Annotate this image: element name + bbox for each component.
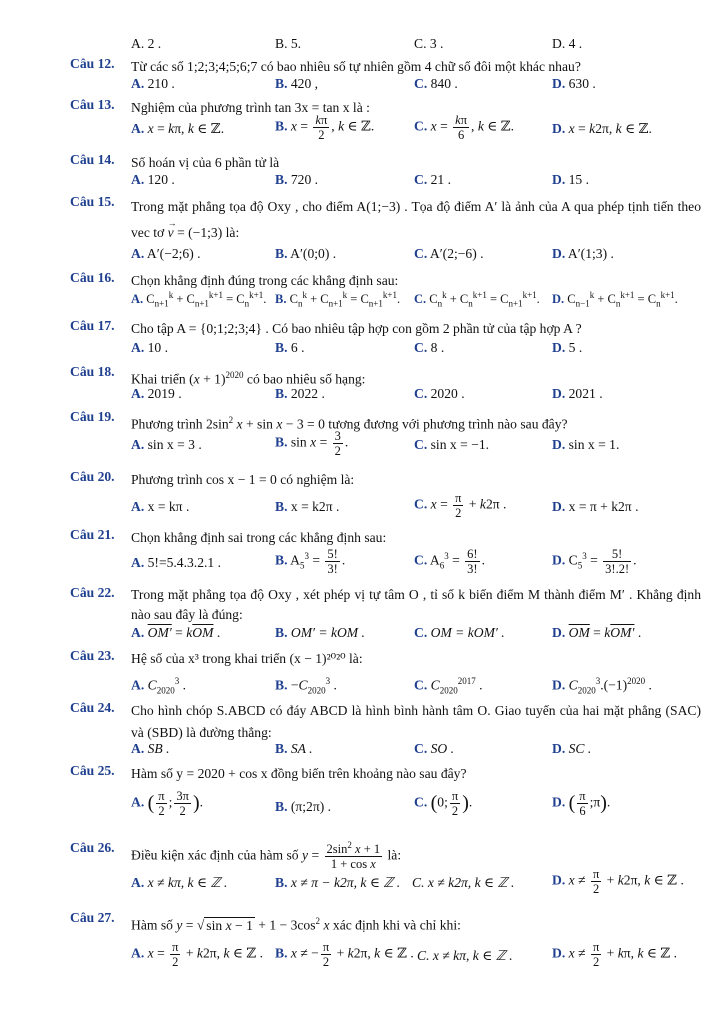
question-number: Câu 12. bbox=[70, 56, 115, 71]
question-number: Câu 25. bbox=[70, 763, 115, 778]
option-b[interactable]: B. OM′ = kOM . bbox=[275, 625, 365, 640]
question-number: Câu 19. bbox=[70, 409, 115, 424]
question-text: Phương trình $2\sin^2$ x + sin x − 3 = 0 tương đương với phương trình nào sau đây? bbox=[131, 415, 568, 432]
option-d-text: 15 . bbox=[568, 172, 590, 187]
option-c-text: 2020 . bbox=[430, 386, 465, 401]
question-text: Khai triển $(x + 1)^{2020}$ có bao nhiêu số hạng: bbox=[131, 370, 366, 387]
option-c[interactable]: C. OM = kOM′ . bbox=[414, 625, 505, 640]
question-number: Câu 13. bbox=[70, 97, 115, 112]
question-text-body: có bao nhiêu số hạng: bbox=[246, 371, 366, 387]
option-a[interactable]: A. x = kπ . bbox=[131, 499, 190, 514]
option-b[interactable]: B. x = k2π . bbox=[275, 499, 340, 514]
option-c[interactable]: C. $C_n^k + C_n^{k+1} = C_{n+1}^{k+1}$. bbox=[414, 290, 540, 309]
option-c[interactable]: C. $C_{2020}^{2017}$ . bbox=[414, 676, 483, 696]
option-c[interactable]: C. 8 . bbox=[414, 340, 445, 355]
option-c[interactable]: C. 21 . bbox=[414, 172, 452, 187]
option-d[interactable]: D. SC . bbox=[552, 741, 592, 756]
option-d[interactable]: D. $C_{n-1}^k + C_n^{k+1} = C_n^{k+1}$. bbox=[552, 290, 678, 309]
option-c-text: C. x ≠ k2π, k ∈ ℤ . bbox=[412, 875, 515, 890]
question-text: Cho hình chóp S.ABCD có đáy ABCD là hình bình hành tâm O. Giao tuyến của hai mặt phẳng (SAC) và (SBD) là đường thẳng: bbox=[131, 703, 701, 740]
option-a-text: 120 . bbox=[147, 172, 175, 187]
option-b[interactable]: B. 5. bbox=[275, 36, 302, 51]
option-b[interactable]: B. 2022 . bbox=[275, 386, 325, 401]
option-a[interactable]: A. 2 . bbox=[131, 36, 162, 51]
option-b[interactable]: B. $C_n^k + C_{n+1}^k = C_{n+1}^{k+1}$. bbox=[275, 290, 401, 309]
option-c[interactable]: C. sin x = −1. bbox=[414, 437, 490, 452]
question-text: Chọn khẳng định đúng trong các khẳng định sau: bbox=[131, 273, 399, 288]
question-text: Điều kiện xác định của hàm số y = $\frac{2\sin^2 x + 1}{\text{1 + cos x}}$ là: bbox=[131, 840, 402, 872]
option-b[interactable]: B. x ≠ − $\frac{\pi}{2}$ + k2π, k ∈ ℤ . bbox=[275, 940, 414, 969]
option-b-text: (π;2π) . bbox=[290, 799, 332, 814]
option-b[interactable]: B. (π;2π) . bbox=[275, 799, 332, 814]
option-a-text: 2019 . bbox=[147, 386, 182, 401]
option-a[interactable]: A. 5!=5.4.3.2.1 . bbox=[131, 555, 221, 570]
option-c-text: OM = kOM′ . bbox=[430, 625, 505, 640]
option-c[interactable]: C. A′(2;−6) . bbox=[414, 246, 484, 261]
option-b[interactable]: B. sin x = $\frac{3}{2}$ . bbox=[275, 429, 349, 458]
question-text: Cho tập A = {0;1;2;3;4} . Có bao nhiêu tập hợp con gồm 2 phần tử của tập hợp A ? bbox=[131, 321, 582, 336]
option-a-text: 5!=5.4.3.2.1 . bbox=[147, 555, 221, 570]
option-a-text: A′(−2;6) . bbox=[146, 246, 201, 261]
option-a[interactable]: A. 120 . bbox=[131, 172, 175, 187]
option-d[interactable]: D. A′(1;3) . bbox=[552, 246, 614, 261]
question-text: Trong mặt phẳng tọa độ Oxy , xét phép vị tự tâm O , tỉ số k biến điểm M thành điểm M′ . Khẳng định nào sau đây là đúng: bbox=[131, 587, 701, 622]
question-text: Từ các số 1;2;3;4;5;6;7 có bao nhiêu số tự nhiên gồm 4 chữ số đôi một khác nhau? bbox=[131, 59, 581, 74]
option-c[interactable] bbox=[417, 948, 513, 964]
option-c[interactable]: C. $A_6^3$ = $\frac{6!}{3!}$ . bbox=[414, 547, 485, 576]
question-number: Câu 24. bbox=[70, 700, 115, 715]
option-a-text: sin x = 3 . bbox=[147, 437, 202, 452]
option-d[interactable]: D. 630 . bbox=[552, 76, 596, 91]
option-b-text: SA . bbox=[290, 741, 313, 756]
option-a[interactable]: A. $OM' = k\overline{OM}$ . bbox=[131, 625, 221, 640]
question-text: Hệ số của x³ trong khai triển (x − 1)²⁰²⁰ là: bbox=[131, 651, 363, 666]
question-number: Câu 15. bbox=[70, 194, 115, 209]
option-b-text: OM′ = kOM . bbox=[290, 625, 365, 640]
question-number: Câu 27. bbox=[70, 910, 115, 925]
option-a[interactable]: A. 10 . bbox=[131, 340, 169, 355]
option-d[interactable]: D. 4 . bbox=[552, 36, 583, 51]
option-d-text: SC . bbox=[568, 741, 592, 756]
option-d[interactable]: D. x = π + k2π . bbox=[552, 499, 639, 514]
option-a[interactable]: A. 2019 . bbox=[131, 386, 182, 401]
option-d[interactable]: D. x ≠ $\frac{\pi}{2}$ + k2π, k ∈ ℤ . bbox=[552, 867, 684, 896]
option-a[interactable]: A. 210 . bbox=[131, 76, 175, 91]
option-b-text: 420 , bbox=[290, 76, 319, 91]
option-d[interactable]: D. $\overline{OM} = kOM'$ . bbox=[552, 625, 642, 640]
option-b[interactable]: B. SA . bbox=[275, 741, 313, 756]
option-c-text: SO . bbox=[430, 741, 455, 756]
option-c[interactable]: C. 3 . bbox=[414, 36, 444, 51]
option-d[interactable]: D. x = k2π, k ∈ ℤ. bbox=[552, 121, 652, 136]
option-d[interactable]: D. ( $\frac{\pi}{6}$ ;π). bbox=[552, 789, 611, 818]
option-d-text: 630 . bbox=[568, 76, 596, 91]
option-a-text: 10 . bbox=[147, 340, 169, 355]
option-b[interactable]: B. 420 , bbox=[275, 76, 319, 91]
option-d[interactable]: D. $C_{2020}^3.(-1)^{2020}$ . bbox=[552, 676, 652, 696]
option-c[interactable]: C. x = $\frac{k\pi}{6}$ , k ∈ ℤ. bbox=[414, 113, 515, 142]
option-b-text: 720 . bbox=[290, 172, 319, 187]
question-number: Câu 17. bbox=[70, 318, 115, 333]
option-a[interactable]: A. SB . bbox=[131, 741, 170, 756]
question-text: Chọn khẳng định sai trong các khẳng định sau: bbox=[131, 530, 387, 545]
option-b[interactable]: B. x ≠ π − k2π, k ∈ ℤ . bbox=[275, 875, 401, 890]
option-c-text: C. x ≠ kπ, k ∈ ℤ . bbox=[417, 948, 513, 963]
question-text-body: Điều kiện xác định của hàm số bbox=[131, 847, 299, 863]
option-b[interactable]: B. 6 . bbox=[275, 340, 305, 355]
option-a[interactable]: A. x = kπ, k ∈ ℤ. bbox=[131, 121, 225, 136]
option-b-text: x ≠ π − k2π, k ∈ ℤ . bbox=[290, 875, 401, 890]
option-c-text: A′(2;−6) . bbox=[429, 246, 484, 261]
question-text: Số hoán vị của 6 phần tử là bbox=[131, 155, 280, 170]
option-c[interactable]: C. (0; $\frac{\pi}{2}$ ). bbox=[414, 789, 473, 818]
option-c[interactable] bbox=[412, 875, 514, 891]
question-number: Câu 26. bbox=[70, 840, 115, 855]
option-a[interactable]: A. x = $\frac{\pi}{2}$ + k2π, k ∈ ℤ . bbox=[131, 940, 264, 969]
option-d-text: A′(1;3) . bbox=[567, 246, 614, 261]
question-number: Câu 23. bbox=[70, 648, 115, 663]
option-d-text: 5 . bbox=[568, 340, 583, 355]
option-b[interactable]: B. $A_5^3$ = $\frac{5!}{3!}$ . bbox=[275, 547, 346, 576]
option-b-text: A′(0;0) . bbox=[290, 246, 337, 261]
option-b[interactable]: B. 720 . bbox=[275, 172, 319, 187]
option-b[interactable]: B. x = $\frac{k\pi}{2}$ , k ∈ ℤ. bbox=[275, 113, 375, 142]
question-text: Nghiệm của phương trình tan 3x = tan x là : bbox=[131, 100, 370, 115]
option-c[interactable]: C. 2020 . bbox=[414, 386, 465, 401]
option-d[interactable]: D. x ≠ $\frac{\pi}{2}$ + kπ, k ∈ ℤ . bbox=[552, 940, 678, 969]
option-d[interactable]: D. $C_5^3$ = $\frac{5!}{3!.2!}$ . bbox=[552, 547, 637, 576]
question-number: Câu 14. bbox=[70, 152, 115, 167]
option-c-text: sin x = −1. bbox=[430, 437, 490, 452]
question-number: Câu 22. bbox=[70, 585, 115, 600]
question-text: Hàm số y = √ $\sin x - 1 + 1 - 3\cos^2$ x xác định khi và chỉ khi: bbox=[131, 916, 461, 933]
option-c-text: 21 . bbox=[430, 172, 452, 187]
question-number: Câu 18. bbox=[70, 364, 115, 379]
option-c[interactable]: C. SO . bbox=[414, 741, 455, 756]
option-d-text: 2021 . bbox=[568, 386, 603, 401]
option-a-text: x ≠ kπ, k ∈ ℤ . bbox=[147, 875, 228, 890]
option-a[interactable]: A. x ≠ kπ, k ∈ ℤ . bbox=[131, 875, 228, 890]
question-number: Câu 20. bbox=[70, 469, 115, 484]
option-a[interactable]: A. $C_{n+1}^k + C_{n+1}^{k+1} = C_n^{k+1}$. bbox=[131, 290, 267, 309]
question-text-tail: là: bbox=[387, 847, 402, 863]
question-text: Hàm số y = 2020 + cos x đồng biến trên khoảng nào sau đây? bbox=[131, 766, 467, 781]
option-a-text: x = kπ . bbox=[147, 499, 190, 514]
option-b-text: 2022 . bbox=[290, 386, 325, 401]
option-d[interactable]: D. 5 . bbox=[552, 340, 583, 355]
question-number: Câu 16. bbox=[70, 270, 115, 285]
question-text-body: xác định khi và chỉ khi: bbox=[332, 917, 461, 933]
option-a-text: SB . bbox=[147, 741, 170, 756]
option-d-text: x = π + k2π . bbox=[568, 499, 639, 514]
option-d[interactable]: D. sin x = 1. bbox=[552, 437, 620, 452]
option-c-text: 840 . bbox=[430, 76, 458, 91]
option-d-text: sin x = 1. bbox=[568, 437, 620, 452]
option-c-text: 8 . bbox=[430, 340, 445, 355]
option-b-text: x = k2π . bbox=[290, 499, 340, 514]
option-a-text: 210 . bbox=[147, 76, 175, 91]
option-a[interactable]: A. ( $\frac{\pi}{2}$ ; $\frac{3\pi}{2}$ ). bbox=[131, 789, 204, 818]
option-c[interactable]: C. 840 . bbox=[414, 76, 458, 91]
question-number: Câu 21. bbox=[70, 527, 115, 542]
option-d[interactable]: D. 15 . bbox=[552, 172, 590, 187]
option-b[interactable]: B. $-C_{2020}^3$ . bbox=[275, 676, 337, 696]
option-a[interactable]: A. sin x = 3 . bbox=[131, 437, 202, 452]
question-text: Trong mặt phẳng tọa độ Oxy , cho điểm A(1;−3) . Tọa độ điểm A′ là ảnh của A qua phép tịnh tiến theo vec tơ → v = (−1;3) là: bbox=[131, 194, 701, 246]
option-c[interactable]: C. x = $\frac{\pi}{2}$ + k2π . bbox=[414, 491, 507, 520]
option-b[interactable]: B. A′(0;0) . bbox=[275, 246, 337, 261]
option-a[interactable]: A. A′(−2;6) . bbox=[131, 246, 201, 261]
option-b-text: 6 . bbox=[290, 340, 305, 355]
option-a[interactable]: A. $C_{2020}^3$ . bbox=[131, 676, 186, 696]
question-text-body: Trong mặt phẳng tọa độ Oxy , cho điểm A(1;−3) . Tọa độ điểm A′ là ảnh của A qua phép tịnh tiến theo vec tơ bbox=[131, 199, 701, 240]
option-d[interactable]: D. 2021 . bbox=[552, 386, 603, 401]
question-text: Phương trình cos x − 1 = 0 có nghiệm là: bbox=[131, 472, 355, 487]
question-text-body: tương đương với phương trình nào sau đây? bbox=[328, 416, 568, 432]
